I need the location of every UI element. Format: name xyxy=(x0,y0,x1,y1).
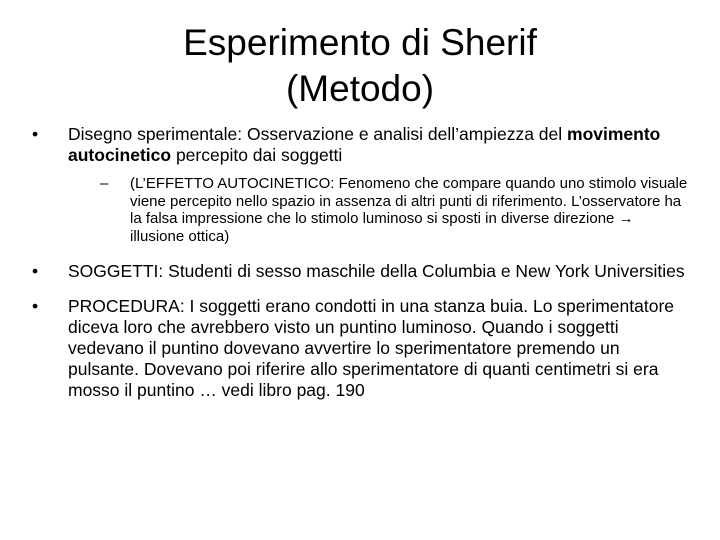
arrow-right-icon: → xyxy=(618,210,634,227)
slide-title-line-1: Esperimento di Sherif xyxy=(183,22,537,63)
sub-bullet-text-end: illusione ottica) xyxy=(130,227,230,245)
sub-bullet-effetto-autocinetico xyxy=(30,175,690,245)
sub-bullet-marker: – xyxy=(100,175,109,192)
slide-title-line-2: (Metodo) xyxy=(285,68,435,109)
bullet-text-prefix: Disegno sperimentale: Osservazione e analisi dell’ampiezza del xyxy=(68,124,568,144)
bullet-soggetti xyxy=(30,261,690,282)
slide-title xyxy=(0,20,720,112)
bullet-marker: • xyxy=(32,296,39,316)
bullet-text: PROCEDURA: I soggetti erano condotti in una stanza buia. Lo sperimentatore diceva loro che avrebbero visto un puntino luminoso. Quando i soggetti vedevano il puntino dovevano avvertire lo sperimentatore premendo un pulsante. Dovevano poi riferire allo sperimentatore di quanti centimetri si era mosso il puntino … vedi libro pag. 190 xyxy=(68,296,675,400)
slide-content xyxy=(30,124,690,401)
bullet-text-suffix: percepito dai soggetti xyxy=(171,145,343,165)
bullet-disegno-sperimentale xyxy=(30,124,690,166)
bullet-text: SOGGETTI: Studenti di sesso maschile della Columbia e New York Universities xyxy=(68,261,685,281)
bullet-marker: • xyxy=(32,124,39,144)
sub-bullet-text: (L’EFFETTO AUTOCINETICO: Fenomeno che compare quando uno stimolo visuale viene percepito nello spazio in assenza di altri punti di riferimento. L’osservatore ha la falsa impressione che lo stimolo luminoso si sposti in diverse direzione xyxy=(130,175,688,227)
bullet-marker: • xyxy=(32,261,39,281)
bullet-text-bold: movimento autocinetico xyxy=(68,124,661,165)
bullet-procedura xyxy=(30,296,690,401)
